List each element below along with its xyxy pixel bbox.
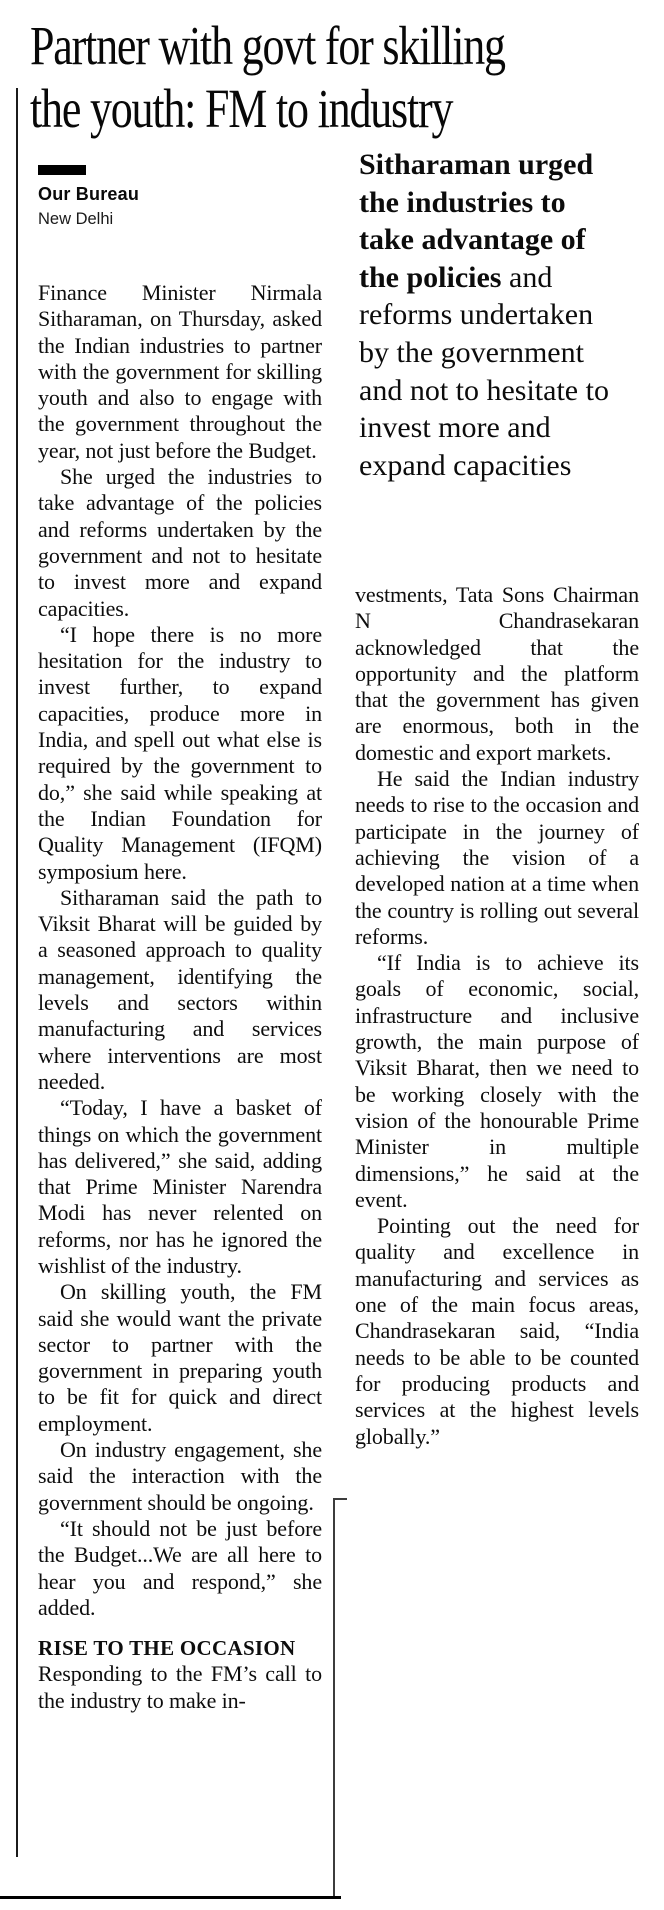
article-paragraph: “Today, I have a basket of things on which the government has delivered,” she said, adding that Prime Minister Narendra Modi has never relented on reforms, nor has he ignored the wishlist of the industry. <box>38 1095 322 1278</box>
adjacent-box-top-rule <box>333 1498 347 1500</box>
article-paragraph: “If India is to achieve its goals of economic, social, infrastructure and inclusive growth, the main purpose of Viksit Bharat, then we need to be working closely with the vision of the honourable Prime Minister in multiple dimensions,” he said at the event. <box>355 950 639 1212</box>
article-column-left <box>38 280 322 1870</box>
headline <box>30 14 662 140</box>
article-paragraph: Pointing out the need for quality and excellence in manufacturing and services as one of the main focus areas, Chandrasekaran said, “India needs to be able to be counted for producing products and services at the highest levels globally.” <box>355 1213 639 1449</box>
headline-line-1: Partner with govt for skilling <box>30 15 505 76</box>
article-paragraph: Responding to the FM’s call to the industry to make in- <box>38 1661 322 1713</box>
article-paragraph: “I hope there is no more hesitation for the industry to invest further, to expand capacities, produce more in India, and spell out what else is required by the government to do,” she said while speaking at the Indian Foundation for Quality Management (IFQM) symposium here. <box>38 621 322 884</box>
section-subhead: RISE TO THE OCCASION <box>38 1636 296 1661</box>
article-paragraph: She urged the industries to take advantage of the policies and reforms undertaken by the government and not to hesitate to invest more and expand capacities. <box>38 464 322 621</box>
article-paragraph: On industry engagement, she said the interaction with the government should be ongoing. <box>38 1437 322 1515</box>
article-column-right <box>355 582 639 1502</box>
bottom-rule <box>0 1896 341 1899</box>
article-paragraph: “It should not be just before the Budget...We are all here to hear you and respond,” she added. <box>38 1515 322 1620</box>
article-paragraph: Finance Minister Nirmala Sitharaman, on Thursday, asked the Indian industries to partner with the government for skilling youth and also to engage with the government throughout the year, not just before the Budget. <box>38 280 322 463</box>
article-paragraph: On skilling youth, the FM said she would want the private sector to partner with the government in preparing youth to be fit for quick and direct employment. <box>38 1279 322 1436</box>
byline-author: Our Bureau <box>38 184 140 204</box>
article-paragraph: vestments, Tata Sons Chairman N Chandrasekaran acknowledged that the opportunity and the platform that the government has given are enormous, both in the domestic and export markets. <box>355 582 639 765</box>
pull-quote-regular-text: and reforms undertaken by the government and not to hesitate to invest more and expand capacities <box>359 260 609 482</box>
byline-location: New Delhi <box>38 210 114 228</box>
byline-bar <box>38 165 86 175</box>
pull-quote <box>359 146 619 484</box>
adjacent-box-vertical-rule <box>333 1498 335 1898</box>
column-rule-left <box>16 88 18 1857</box>
article-paragraph: Sitharaman said the path to Viksit Bharat will be guided by a seasoned approach to quality management, identifying the levels and sectors within manufacturing and services where interventions are most needed. <box>38 884 322 1094</box>
pull-quote-bold-text: Sitharaman urged the industries to take advantage of the policies <box>359 148 594 294</box>
article-paragraph: He said the Indian industry needs to rise to the occasion and participate in the journey of achieving the vision of a developed nation at a time when the country is rolling out several reforms. <box>355 766 639 949</box>
headline-line-2: the youth: FM to industry <box>30 78 453 139</box>
